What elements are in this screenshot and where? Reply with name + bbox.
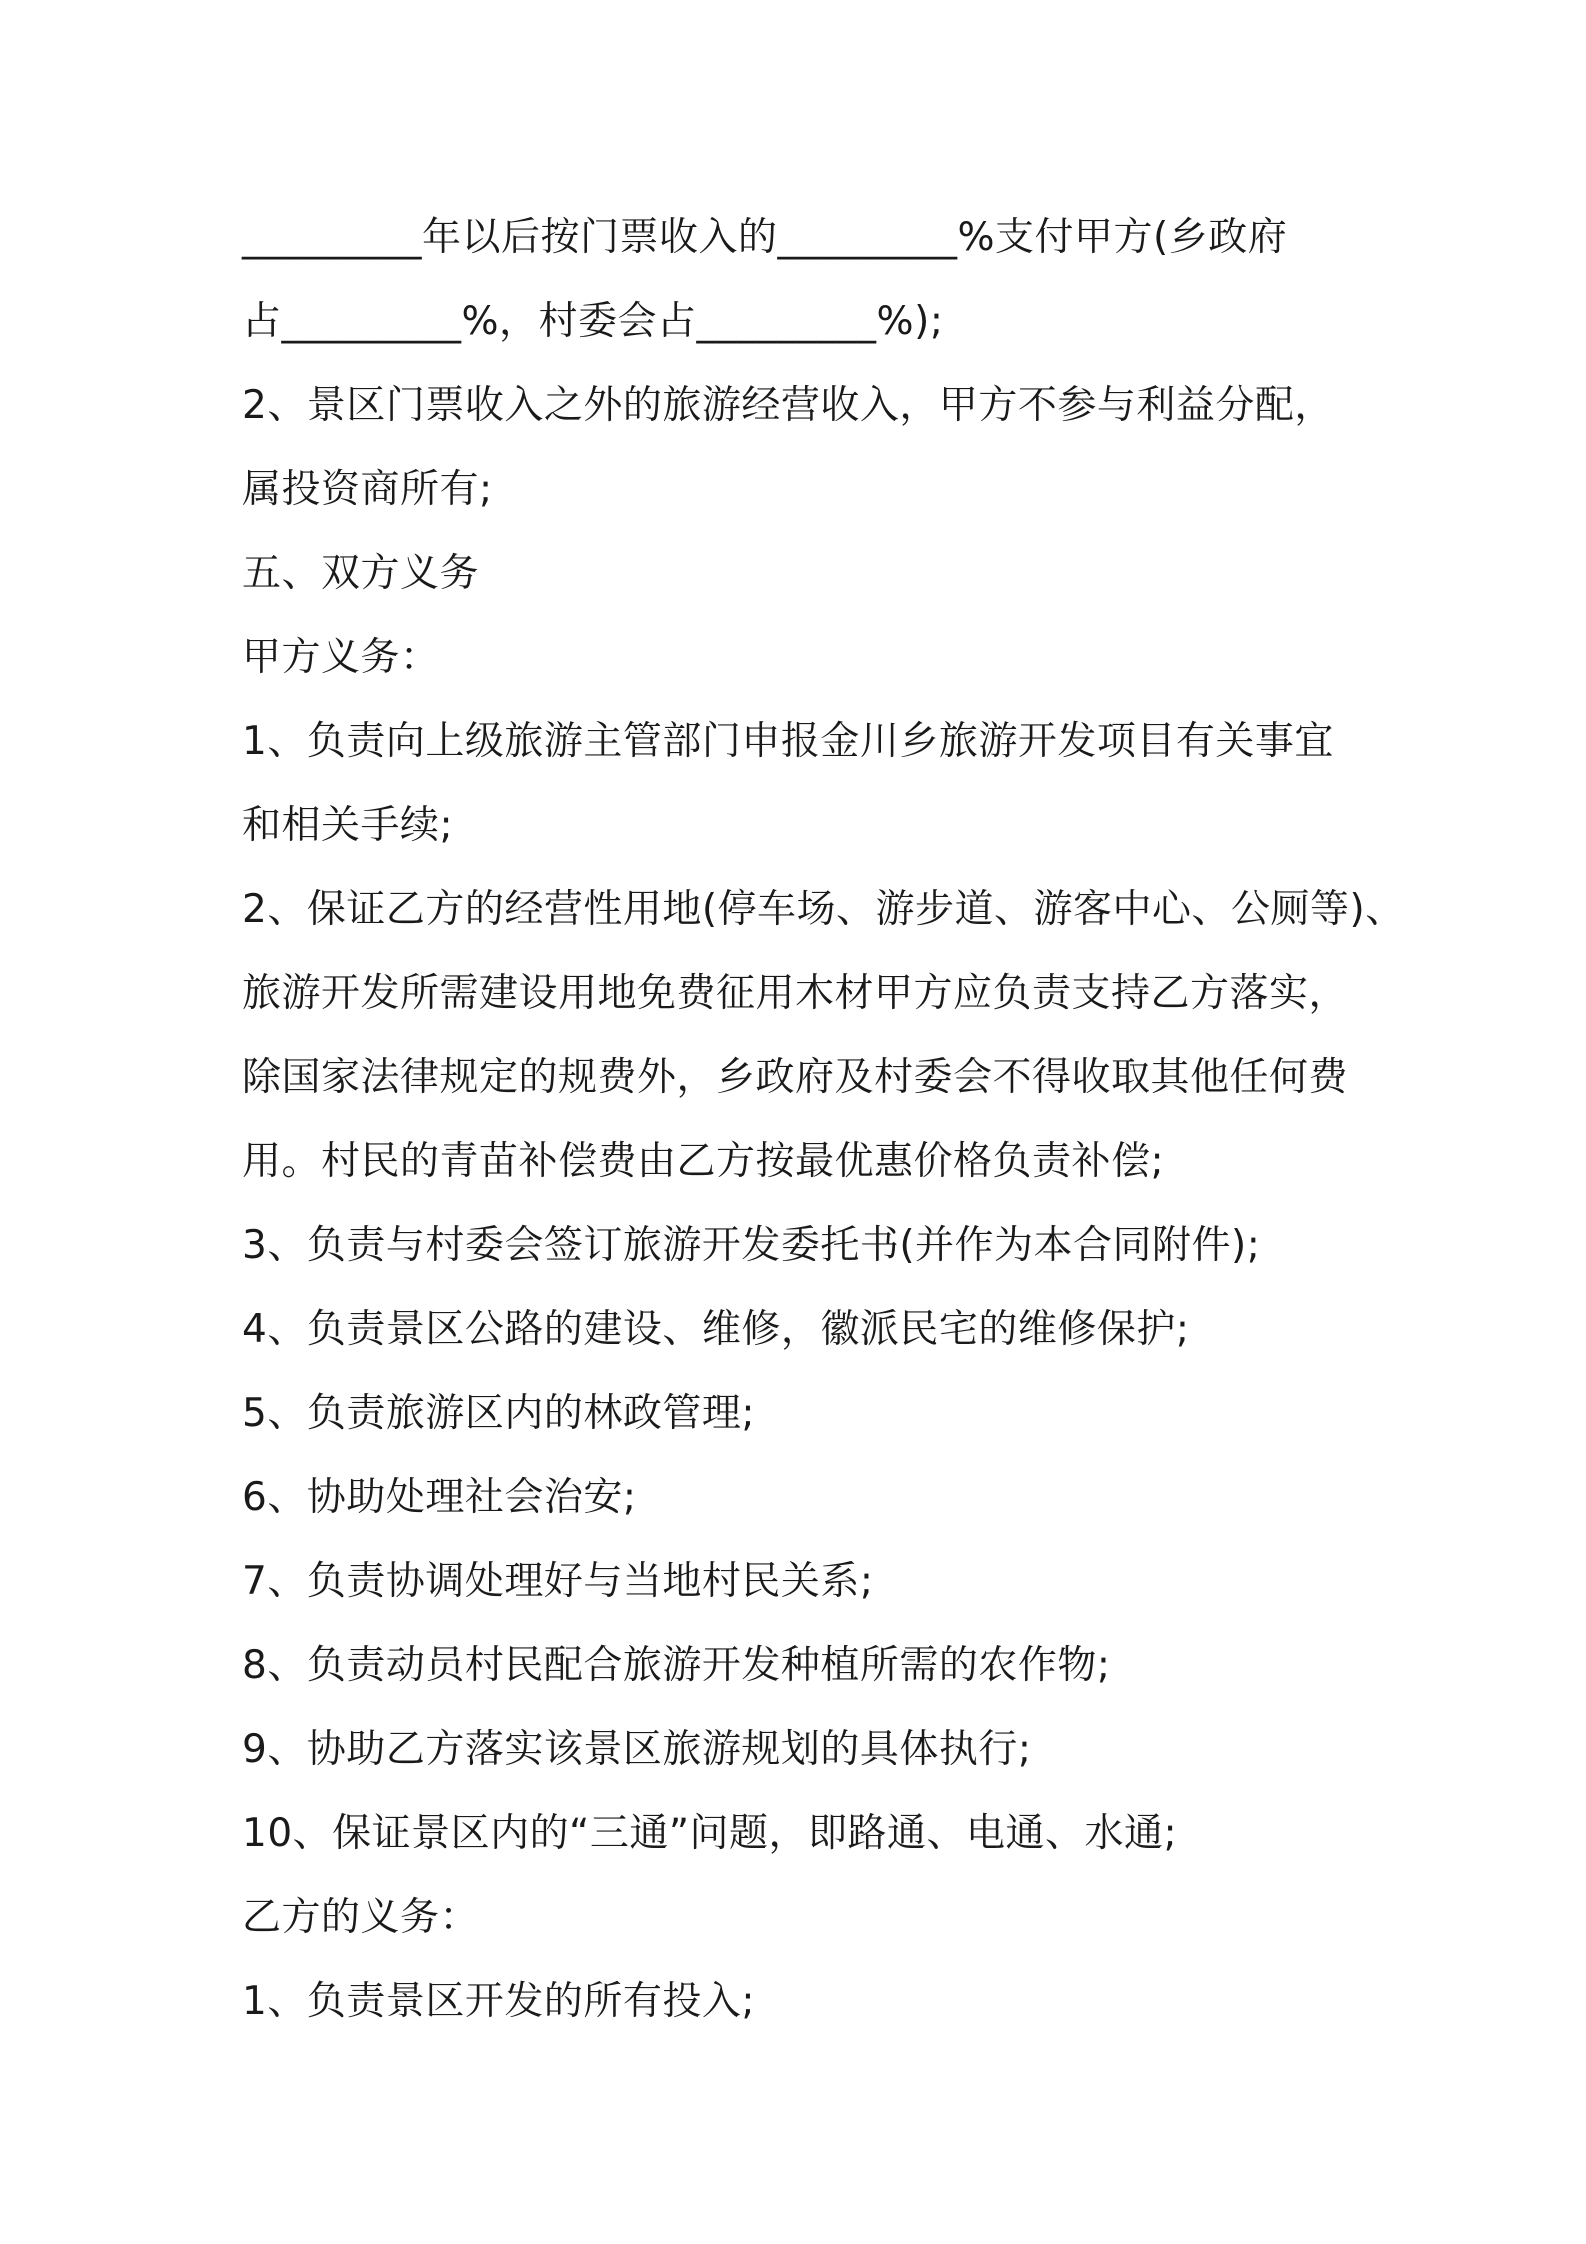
subsection-heading: 乙方的义务： [242,1895,480,1940]
subsection-heading: 甲方义务： [242,635,440,680]
text-line: 9、协助乙方落实该景区旅游规划的具体执行; [242,1727,1032,1772]
text-line: _________年以后按门票收入的_________%支付甲方(乡政府 [242,215,1288,260]
text-line: 7、负责协调处理好与当地村民关系; [242,1559,874,1604]
text-line: 占_________%，村委会占_________%); [242,299,944,344]
text-line: 6、协助处理社会治安; [242,1475,637,1520]
text-line: 2、保证乙方的经营性用地(停车场、游步道、游客中心、公厕等)、 [242,887,1405,932]
text-line: 1、负责景区开发的所有投入; [242,1979,755,2024]
text-line: 8、负责动员村民配合旅游开发种植所需的农作物; [242,1643,1111,1688]
text-line: 除国家法律规定的规费外，乡政府及村委会不得收取其他任何费 [242,1055,1349,1100]
text-line: 3、负责与村委会签订旅游开发委托书(并作为本合同附件); [242,1223,1261,1268]
document-body [242,196,1405,2044]
text-line: 用。村民的青苗补偿费由乙方按最优惠价格负责补偿; [242,1139,1165,1184]
text-line: 属投资商所有; [242,467,493,512]
text-line: 5、负责旅游区内的林政管理; [242,1391,755,1436]
text-line: 2、景区门票收入之外的旅游经营收入，甲方不参与利益分配， [242,383,1334,428]
text-line: 旅游开发所需建设用地免费征用木材甲方应负责支持乙方落实， [242,971,1349,1016]
text-line: 和相关手续; [242,803,454,848]
text-line: 1、负责向上级旅游主管部门申报金川乡旅游开发项目有关事宜 [242,719,1334,764]
text-line: 10、保证景区内的“三通”问题，即路通、电通、水通; [242,1811,1178,1856]
section-heading: 五、双方义务 [242,551,480,596]
text-line: 4、负责景区公路的建设、维修，徽派民宅的维修保护; [242,1307,1190,1352]
